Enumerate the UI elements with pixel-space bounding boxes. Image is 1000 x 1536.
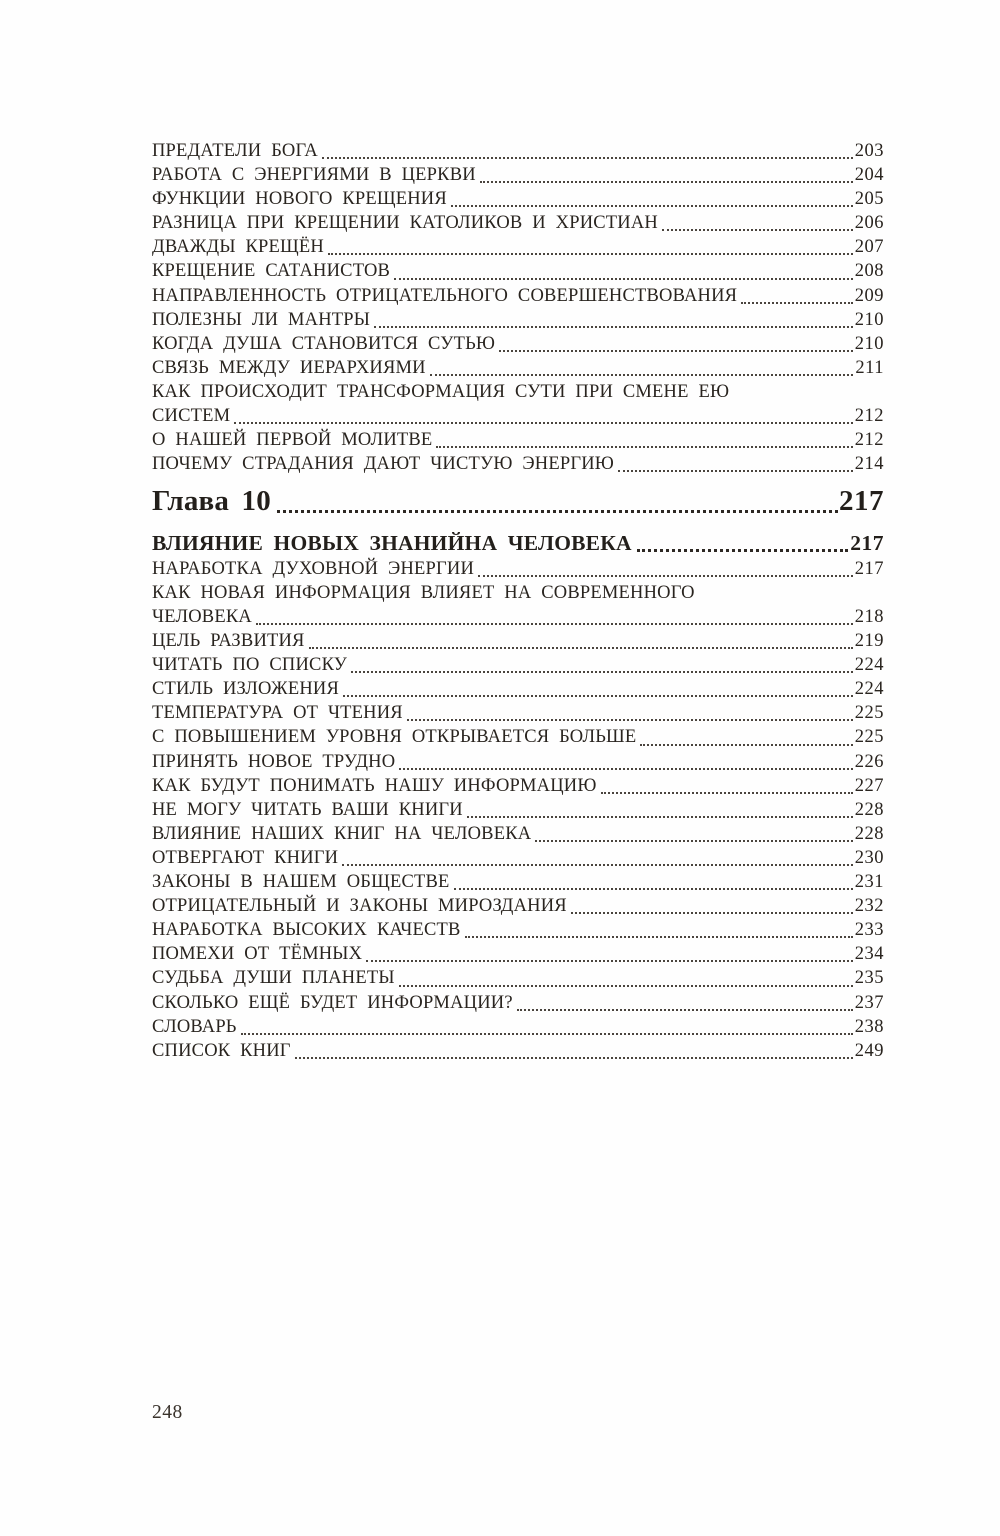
toc-entry-page: 207 <box>854 237 884 258</box>
toc-entry-label: О НАШЕЙ ПЕРВОЙ МОЛИТВЕ <box>152 430 433 451</box>
toc-entry <box>152 380 884 404</box>
toc-entry <box>152 605 884 629</box>
toc-entry-page: 237 <box>854 992 884 1013</box>
toc-entry-page: 249 <box>854 1040 884 1061</box>
toc-entry-page: 210 <box>854 309 884 330</box>
toc-entry <box>152 846 884 870</box>
toc-entry <box>152 259 884 283</box>
dot-leader <box>277 510 838 513</box>
toc-entry-page: 234 <box>854 944 884 965</box>
toc-entry <box>152 918 884 942</box>
toc-entry <box>152 774 884 798</box>
toc-entry-label: КАК НОВАЯ ИНФОРМАЦИЯ ВЛИЯЕТ НА СОВРЕМЕННОГО <box>152 582 695 603</box>
toc-entry-label: СКОЛЬКО ЕЩЁ БУДЕТ ИНФОРМАЦИИ? <box>152 992 513 1013</box>
toc-entry-label: ЗАКОНЫ В НАШЕМ ОБЩЕСТВЕ <box>152 872 450 893</box>
toc-entry-label: СВЯЗЬ МЕЖДУ ИЕРАРХИЯМИ <box>152 357 426 378</box>
dot-leader <box>234 422 852 424</box>
toc-entry <box>152 870 884 894</box>
toc-entry-page: 225 <box>854 727 884 748</box>
toc-entry-page: 210 <box>854 333 884 354</box>
dot-leader <box>322 157 853 159</box>
toc-entry-page: 225 <box>854 703 884 724</box>
dot-leader <box>535 840 852 842</box>
toc-entry-label: ЦЕЛЬ РАЗВИТИЯ <box>152 631 305 652</box>
toc-entry-page: 205 <box>854 189 884 210</box>
dot-leader <box>366 960 853 962</box>
toc-entry-page: 212 <box>854 430 884 451</box>
toc-entry-page: 218 <box>854 607 884 627</box>
toc-entry-label: НАРАБОТКА ДУХОВНОЙ ЭНЕРГИИ <box>152 558 475 579</box>
toc-entry <box>152 452 884 476</box>
dot-leader <box>394 278 853 280</box>
table-of-contents <box>152 139 884 1063</box>
toc-entry-page: 235 <box>854 968 884 989</box>
toc-entry-page: 233 <box>854 920 884 941</box>
toc-entry-label: КРЕЩЕНИЕ САТАНИСТОВ <box>152 261 391 282</box>
dot-leader <box>741 302 853 304</box>
toc-entry-label: ОТВЕРГАЮТ КНИГИ <box>152 847 339 868</box>
dot-leader <box>256 623 853 625</box>
toc-entry <box>152 629 884 653</box>
toc-entry-page: 232 <box>854 896 884 917</box>
toc-entry <box>152 284 884 308</box>
toc-entry-label: ВЛИЯНИЕ НОВЫХ ЗНАНИЙНА ЧЕЛОВЕКА <box>152 530 632 555</box>
toc-entry <box>152 211 884 235</box>
toc-entry-label: КАК ПРОИСХОДИТ ТРАНСФОРМАЦИЯ СУТИ ПРИ СМЕНЕ ЕЮ <box>152 381 730 402</box>
dot-leader <box>399 768 852 770</box>
toc-entry-page: 212 <box>854 406 884 427</box>
toc-entry-label: НЕ МОГУ ЧИТАТЬ ВАШИ КНИГИ <box>152 799 463 820</box>
dot-leader <box>618 470 853 472</box>
toc-entry <box>152 701 884 725</box>
dot-leader <box>517 1009 853 1011</box>
toc-entry-page: 238 <box>854 1016 884 1037</box>
toc-entry-label: ПОЛЕЗНЫ ЛИ МАНТРЫ <box>152 309 371 330</box>
toc-entry-page: 217 <box>854 558 884 579</box>
toc-entry <box>152 139 884 163</box>
dot-leader <box>430 374 854 376</box>
toc-entry <box>152 163 884 187</box>
toc-entry <box>152 798 884 822</box>
dot-leader <box>436 446 852 448</box>
toc-entry <box>152 1015 884 1039</box>
dot-leader <box>662 229 853 231</box>
dot-leader <box>480 181 853 183</box>
toc-entry-label: ПРЕДАТЕЛИ БОГА <box>152 141 318 161</box>
toc-entry <box>152 677 884 701</box>
toc-entry <box>152 822 884 846</box>
dot-leader <box>640 744 852 746</box>
dot-leader <box>571 912 853 914</box>
toc-entry <box>152 966 884 990</box>
toc-entry-label: ТЕМПЕРАТУРА ОТ ЧТЕНИЯ <box>152 703 403 724</box>
toc-entry <box>152 942 884 966</box>
toc-entry-page: 227 <box>854 775 884 796</box>
toc-entry-page: 230 <box>854 847 884 868</box>
footer-page-number: 248 <box>152 1402 183 1423</box>
dot-leader <box>328 253 853 255</box>
toc-entry-label: ЧЕЛОВЕКА <box>152 607 252 627</box>
dot-leader <box>478 575 853 577</box>
toc-entry-page: 214 <box>854 454 884 475</box>
toc-entry-label: КОГДА ДУША СТАНОВИТСЯ СУТЬЮ <box>152 333 496 354</box>
toc-entry-label: СПИСОК КНИГ <box>152 1040 291 1061</box>
dot-leader <box>467 816 853 818</box>
toc-entry-label: КАК БУДУТ ПОНИМАТЬ НАШУ ИНФОРМАЦИЮ <box>152 775 597 796</box>
toc-entry <box>152 404 884 428</box>
toc-entry-label: РАЗНИЦА ПРИ КРЕЩЕНИИ КАТОЛИКОВ И ХРИСТИАН <box>152 213 658 234</box>
toc-entry-page: 228 <box>854 799 884 820</box>
toc-entry-label: ОТРИЦАТЕЛЬНЫЙ И ЗАКОНЫ МИРОЗДАНИЯ <box>152 896 567 917</box>
dot-leader <box>499 350 853 352</box>
toc-entry <box>152 187 884 211</box>
toc-entry-page: 203 <box>854 141 884 161</box>
toc-entry-label: ФУНКЦИИ НОВОГО КРЕЩЕНИЯ <box>152 189 447 210</box>
toc-entry-page: 226 <box>854 751 884 772</box>
dot-leader <box>465 936 853 938</box>
toc-entry-page: 217 <box>839 485 884 518</box>
toc-entry-label: С ПОВЫШЕНИЕМ УРОВНЯ ОТКРЫВАЕТСЯ БОЛЬШЕ <box>152 727 637 748</box>
toc-chapter-entry <box>152 482 884 520</box>
dot-leader <box>295 1057 853 1059</box>
toc-entry-label: ВЛИЯНИЕ НАШИХ КНИГ НА ЧЕЛОВЕКА <box>152 823 532 844</box>
toc-entry <box>152 894 884 918</box>
toc-entry-label: СИСТЕМ <box>152 406 231 427</box>
toc-entry-label: Глава 10 <box>152 485 271 518</box>
toc-entry-label: СУДЬБА ДУШИ ПЛАНЕТЫ <box>152 968 395 989</box>
toc-entry <box>152 235 884 259</box>
toc-entry <box>152 581 884 605</box>
toc-entry-page: 224 <box>854 655 884 676</box>
toc-entry-label: ДВАЖДЫ КРЕЩЁН <box>152 237 324 258</box>
toc-entry-page: 209 <box>854 285 884 306</box>
toc-entry-page: 231 <box>854 872 884 893</box>
toc-entry-page: 208 <box>854 261 884 282</box>
toc-entry <box>152 557 884 581</box>
toc-entry <box>152 428 884 452</box>
toc-entry <box>152 991 884 1015</box>
toc-entry-label: ПОМЕХИ ОТ ТЁМНЫХ <box>152 944 363 965</box>
dot-leader <box>351 671 853 673</box>
dot-leader <box>374 326 853 328</box>
toc-entry-page: 217 <box>850 530 884 555</box>
toc-entry <box>152 332 884 356</box>
toc-entry <box>152 653 884 677</box>
toc-entry-label: РАБОТА С ЭНЕРГИЯМИ В ЦЕРКВИ <box>152 165 476 186</box>
toc-entry-label: СТИЛЬ ИЗЛОЖЕНИЯ <box>152 679 339 700</box>
toc-entry-label: ПОЧЕМУ СТРАДАНИЯ ДАЮТ ЧИСТУЮ ЭНЕРГИЮ <box>152 454 614 475</box>
toc-entry-label: ЧИТАТЬ ПО СПИСКУ <box>152 655 348 676</box>
dot-leader <box>343 695 853 697</box>
toc-entry-page: 204 <box>854 165 884 186</box>
dot-leader <box>309 647 853 649</box>
toc-entry-page: 219 <box>854 631 884 652</box>
dot-leader <box>637 549 849 552</box>
toc-entry <box>152 356 884 380</box>
toc-entry <box>152 308 884 332</box>
toc-entry-label: НАПРАВЛЕННОСТЬ ОТРИЦАТЕЛЬНОГО СОВЕРШЕНСТВОВАНИЯ <box>152 285 738 306</box>
dot-leader <box>451 205 853 207</box>
dot-leader <box>241 1033 853 1035</box>
dot-leader <box>342 864 853 866</box>
toc-entry-page: 206 <box>854 213 884 234</box>
dot-leader <box>407 719 853 721</box>
toc-entry <box>152 1039 884 1063</box>
toc-entry-page: 228 <box>854 823 884 844</box>
dot-leader <box>601 792 853 794</box>
toc-entry-label: ПРИНЯТЬ НОВОЕ ТРУДНО <box>152 751 396 772</box>
toc-entry-page: 211 <box>855 357 884 378</box>
toc-entry <box>152 725 884 749</box>
dot-leader <box>454 888 853 890</box>
toc-entry-label: СЛОВАРЬ <box>152 1016 237 1037</box>
toc-section-entry <box>152 530 884 557</box>
dot-leader <box>399 985 853 987</box>
toc-entry <box>152 750 884 774</box>
toc-entry-page: 224 <box>854 679 884 700</box>
toc-entry-label: НАРАБОТКА ВЫСОКИХ КАЧЕСТВ <box>152 920 461 941</box>
